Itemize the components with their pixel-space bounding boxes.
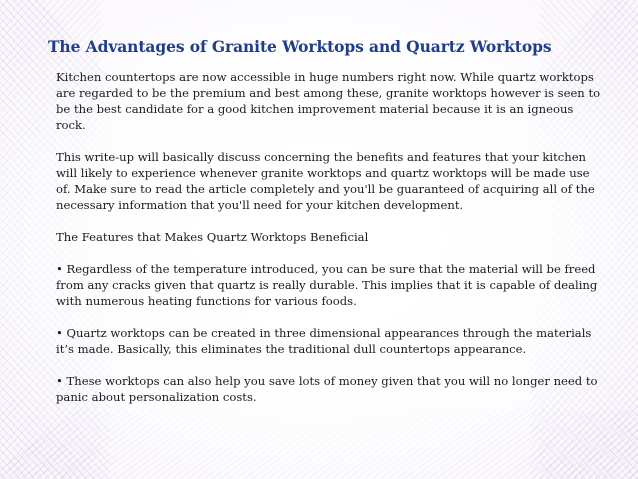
bullet-paragraph: • Quartz worktops can be created in three dimensional appearances through the materials it’s made. Basically, this eliminates the traditional dull countertops appearance.	[56, 326, 592, 356]
slide-body	[56, 69, 604, 405]
overview-paragraph: This write-up will basically discuss concerning the benefits and features that your kitchen will likely to experience whenever granite worktops and quartz worktops will be made use of. Make sure to read the article completely and you'll be guaranteed of acquiring all of the necessary information that you'll need for your kitchen development.	[56, 150, 595, 212]
intro-paragraph: Kitchen countertops are now accessible in huge numbers right now. While quartz worktops are regarded to be the premium and best among these, granite worktops however is seen to be the best candidate for a good kitchen improvement material because it is an igneous rock.	[56, 70, 601, 132]
bullet-paragraph: • Regardless of the temperature introduced, you can be sure that the material will be freed from any cracks given that quartz is really durable. This implies that it is capable of dealing with numerous heating functions for various foods.	[56, 262, 598, 308]
slide-title: The Advantages of Granite Worktops and Quartz Worktops	[48, 37, 552, 56]
section-heading: The Features that Makes Quartz Worktops Beneficial	[56, 230, 369, 244]
bullet-paragraph: • These worktops can also help you save lots of money given that you will no longer need to panic about personalization costs.	[56, 374, 598, 404]
